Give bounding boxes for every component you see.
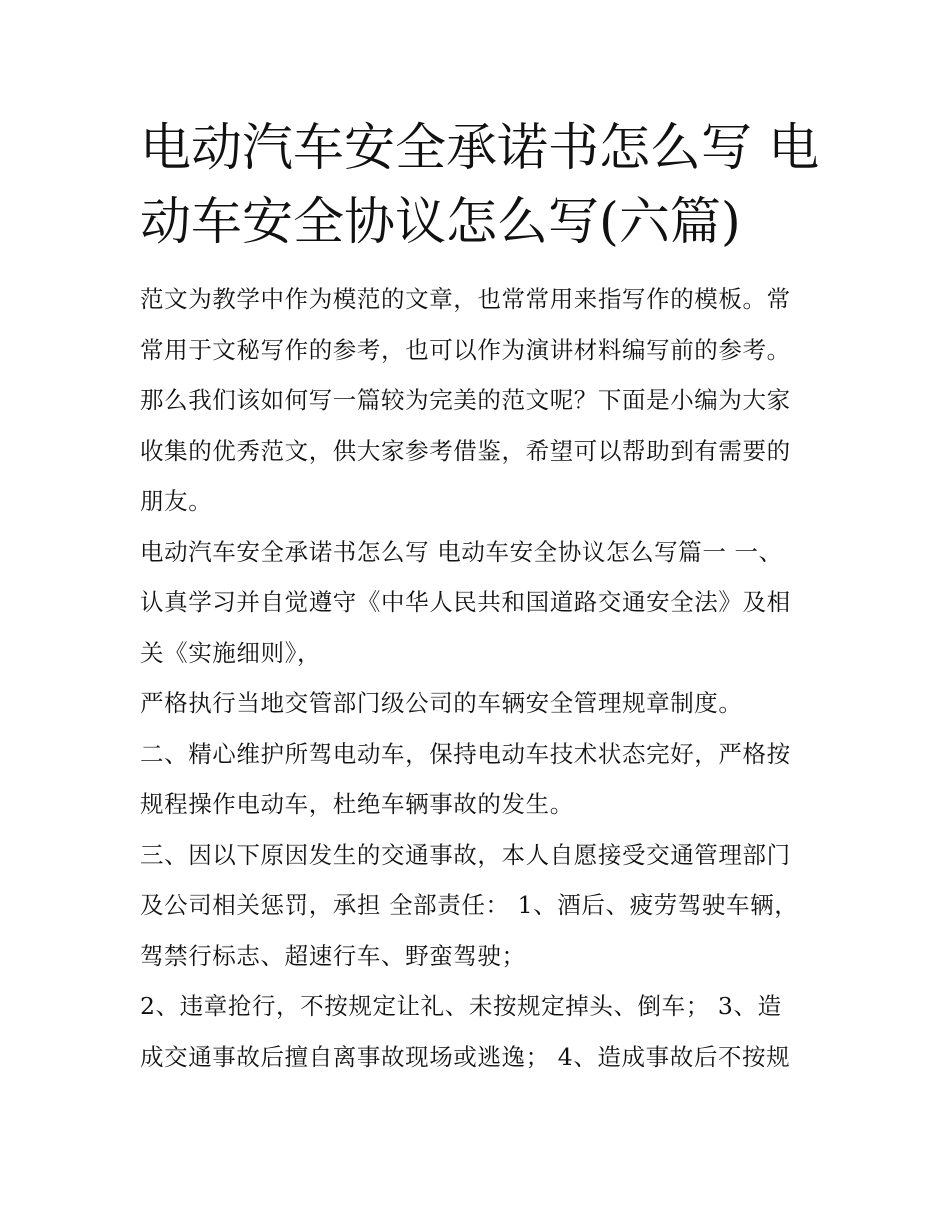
body-line: 常用于文秘写作的参考，也可以作为演讲材料编写前的参考。: [140, 335, 791, 364]
body-line: 驾禁行标志、超速行车、野蛮驾驶；: [140, 941, 526, 970]
body-line: 2、违章抢行，不按规定让礼、未按规定掉头、倒车； 3、造: [140, 992, 782, 1020]
body-line: 那么我们该如何写一篇较为完美的范文呢？下面是小编为大家: [140, 386, 791, 414]
document-title: [140, 112, 820, 260]
body-line: 成交通事故后擅自离事故现场或逃逸； 4、造成事故后不按规: [140, 1042, 791, 1071]
body-line: 收集的优秀范文，供大家参考借鉴，希望可以帮助到有需要的: [140, 436, 791, 465]
body-line: 二、精心维护所驾电动车，保持电动车技术状态完好，严格按: [140, 739, 791, 768]
title-line: 动车安全协议怎么写(六篇): [140, 193, 741, 252]
body-line: 认真学习并自觉遵守《中华人民共和国道路交通安全法》及相: [140, 588, 791, 616]
body-line: 规程操作电动车，杜绝车辆事故的发生。: [140, 790, 574, 818]
body-line: 严格执行当地交管部门级公司的车辆安全管理规章制度。: [140, 689, 743, 717]
body-line: 范文为教学中作为模范的文章，也常常用来指写作的模板。常: [140, 285, 791, 313]
body-line: 电动汽车安全承诺书怎么写 电动车安全协议怎么写篇一 一、: [140, 537, 783, 566]
title-line: 电动汽车安全承诺书怎么写 电: [140, 119, 820, 178]
document-body: [140, 274, 820, 1082]
body-line: 关《实施细则》，: [140, 638, 322, 667]
body-line: 及公司相关惩罚，承担 全部责任： 1、酒后、疲劳驾驶车辆，: [140, 891, 799, 919]
body-line: 三、因以下原因发生的交通事故，本人自愿接受交通管理部门: [140, 840, 791, 869]
body-line: 朋友。: [140, 487, 213, 515]
document-content: [140, 112, 820, 1082]
